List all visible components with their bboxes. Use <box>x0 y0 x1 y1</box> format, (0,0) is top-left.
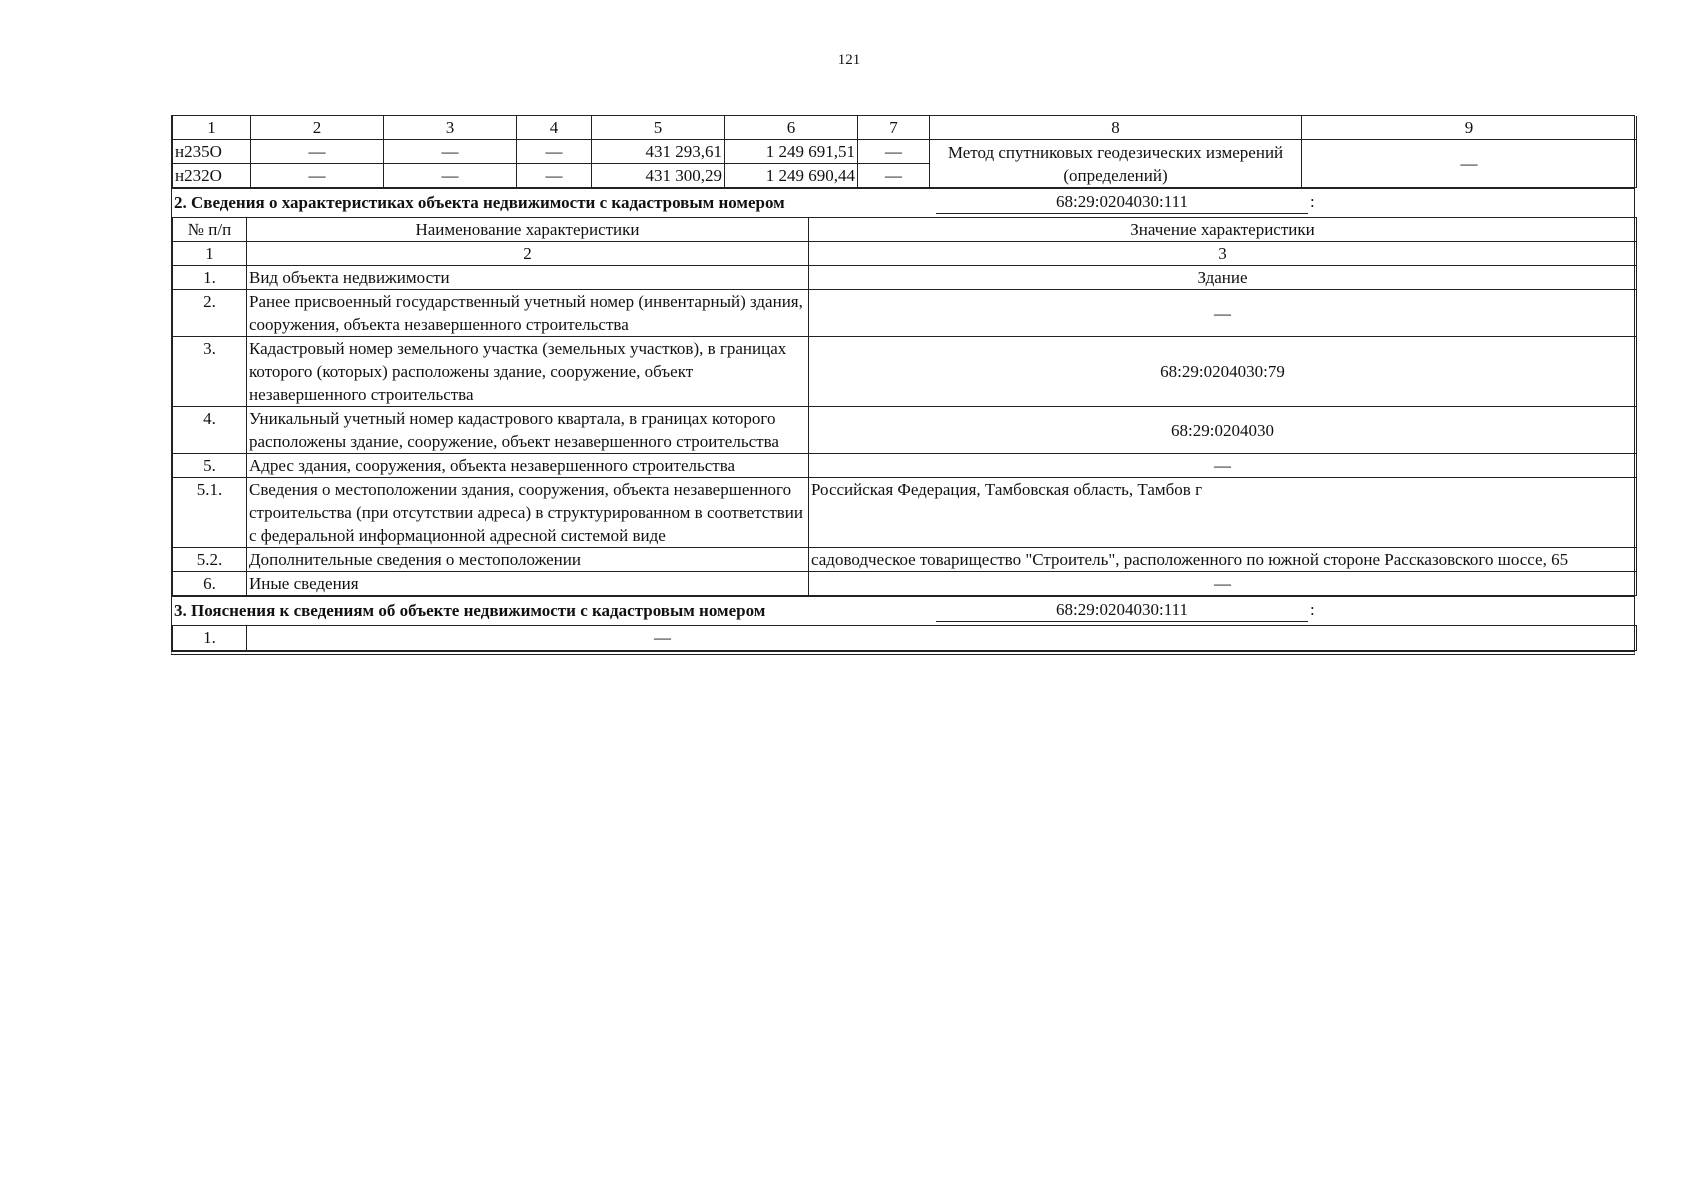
table-row <box>173 290 1637 337</box>
row-value: 68:29:0204030:79 <box>809 337 1637 407</box>
table-row <box>173 548 1637 572</box>
note-text: — <box>247 626 1637 651</box>
col-header-4: 4 <box>517 116 592 140</box>
col9-cell: — <box>1302 140 1637 188</box>
row-name: Адрес здания, сооружения, объекта незавершенного строительства <box>247 454 809 478</box>
note-num: 1. <box>173 626 247 651</box>
cell: — <box>384 164 517 188</box>
row-value: — <box>809 290 1637 337</box>
row-value: — <box>809 454 1637 478</box>
coord-y: 1 249 691,51 <box>725 140 858 164</box>
table-row <box>173 478 1637 548</box>
row-name: Кадастровый номер земельного участка (земельных участков), в границах которого (которых) расположены здание, сооружение, объект незавершенного строительства <box>247 337 809 407</box>
index-value: 3 <box>809 242 1637 266</box>
page-number: 121 <box>837 52 861 68</box>
col-header-3: 3 <box>384 116 517 140</box>
point-name: н235О <box>173 140 251 164</box>
cell: — <box>251 164 384 188</box>
section-2-cadastral-number: 68:29:0204030:111 <box>936 191 1308 214</box>
section-2-heading <box>172 188 1634 217</box>
notes-table <box>172 625 1637 651</box>
row-name: Ранее присвоенный государственный учетный номер (инвентарный) здания, сооружения, объекта незавершенного строительства <box>247 290 809 337</box>
row-num: 6. <box>173 572 247 596</box>
col-header-7: 7 <box>858 116 930 140</box>
section-2-colon: : <box>1310 192 1315 211</box>
col-header-2: 2 <box>251 116 384 140</box>
table-row <box>173 626 1637 651</box>
row-value: Российская Федерация, Тамбовская область, Тамбов г <box>809 478 1637 548</box>
row-name: Дополнительные сведения о местоположении <box>247 548 809 572</box>
row-num: 1. <box>173 266 247 290</box>
table-row <box>173 454 1637 478</box>
cadastral-document <box>171 115 1635 655</box>
row-name: Уникальный учетный номер кадастрового квартала, в границах которого расположены здание, сооружение, объект незавершенного строительства <box>247 407 809 454</box>
section-3-heading <box>172 596 1634 625</box>
row-num: 5.2. <box>173 548 247 572</box>
characteristics-index-row <box>173 242 1637 266</box>
cell: — <box>858 140 930 164</box>
method-cell: Метод спутниковых геодезических измерений (определений) <box>930 140 1302 188</box>
coord-x: 431 293,61 <box>592 140 725 164</box>
row-name: Сведения о местоположении здания, сооружения, объекта незавершенного строительства (при отсутствии адреса) в структурированном в соответствии с федеральной информационной адресной системой виде <box>247 478 809 548</box>
coordinates-table <box>172 116 1637 188</box>
row-name: Иные сведения <box>247 572 809 596</box>
row-value: — <box>809 572 1637 596</box>
row-num: 3. <box>173 337 247 407</box>
section-3-colon: : <box>1310 600 1315 619</box>
coordinates-header-row <box>173 116 1637 140</box>
row-name: Вид объекта недвижимости <box>247 266 809 290</box>
row-value: Здание <box>809 266 1637 290</box>
cell: — <box>384 140 517 164</box>
characteristics-header-row <box>173 218 1637 242</box>
header-num: № п/п <box>173 218 247 242</box>
coord-y: 1 249 690,44 <box>725 164 858 188</box>
row-value: 68:29:0204030 <box>809 407 1637 454</box>
row-num: 5. <box>173 454 247 478</box>
col-header-6: 6 <box>725 116 858 140</box>
section-3-cadastral-number: 68:29:0204030:111 <box>936 599 1308 622</box>
cell: — <box>517 164 592 188</box>
table-row <box>173 140 1637 164</box>
header-name: Наименование характеристики <box>247 218 809 242</box>
characteristics-table <box>172 217 1637 596</box>
table-row <box>173 266 1637 290</box>
point-name: н232О <box>173 164 251 188</box>
header-value: Значение характеристики <box>809 218 1637 242</box>
table-row <box>173 407 1637 454</box>
coord-x: 431 300,29 <box>592 164 725 188</box>
row-value: садоводческое товарищество "Строитель", расположенного по южной стороне Рассказовского шоссе, 65 <box>809 548 1637 572</box>
row-num: 2. <box>173 290 247 337</box>
cell: — <box>858 164 930 188</box>
row-num: 4. <box>173 407 247 454</box>
index-name: 2 <box>247 242 809 266</box>
table-row <box>173 337 1637 407</box>
col-header-1: 1 <box>173 116 251 140</box>
row-num: 5.1. <box>173 478 247 548</box>
section-3-title: 3. Пояснения к сведениям об объекте недвижимости с кадастровым номером <box>174 601 766 620</box>
table-row <box>173 572 1637 596</box>
col-header-8: 8 <box>930 116 1302 140</box>
col-header-5: 5 <box>592 116 725 140</box>
section-2-title: 2. Сведения о характеристиках объекта недвижимости с кадастровым номером <box>174 193 785 212</box>
index-num: 1 <box>173 242 247 266</box>
cell: — <box>251 140 384 164</box>
cell: — <box>517 140 592 164</box>
col-header-9: 9 <box>1302 116 1637 140</box>
